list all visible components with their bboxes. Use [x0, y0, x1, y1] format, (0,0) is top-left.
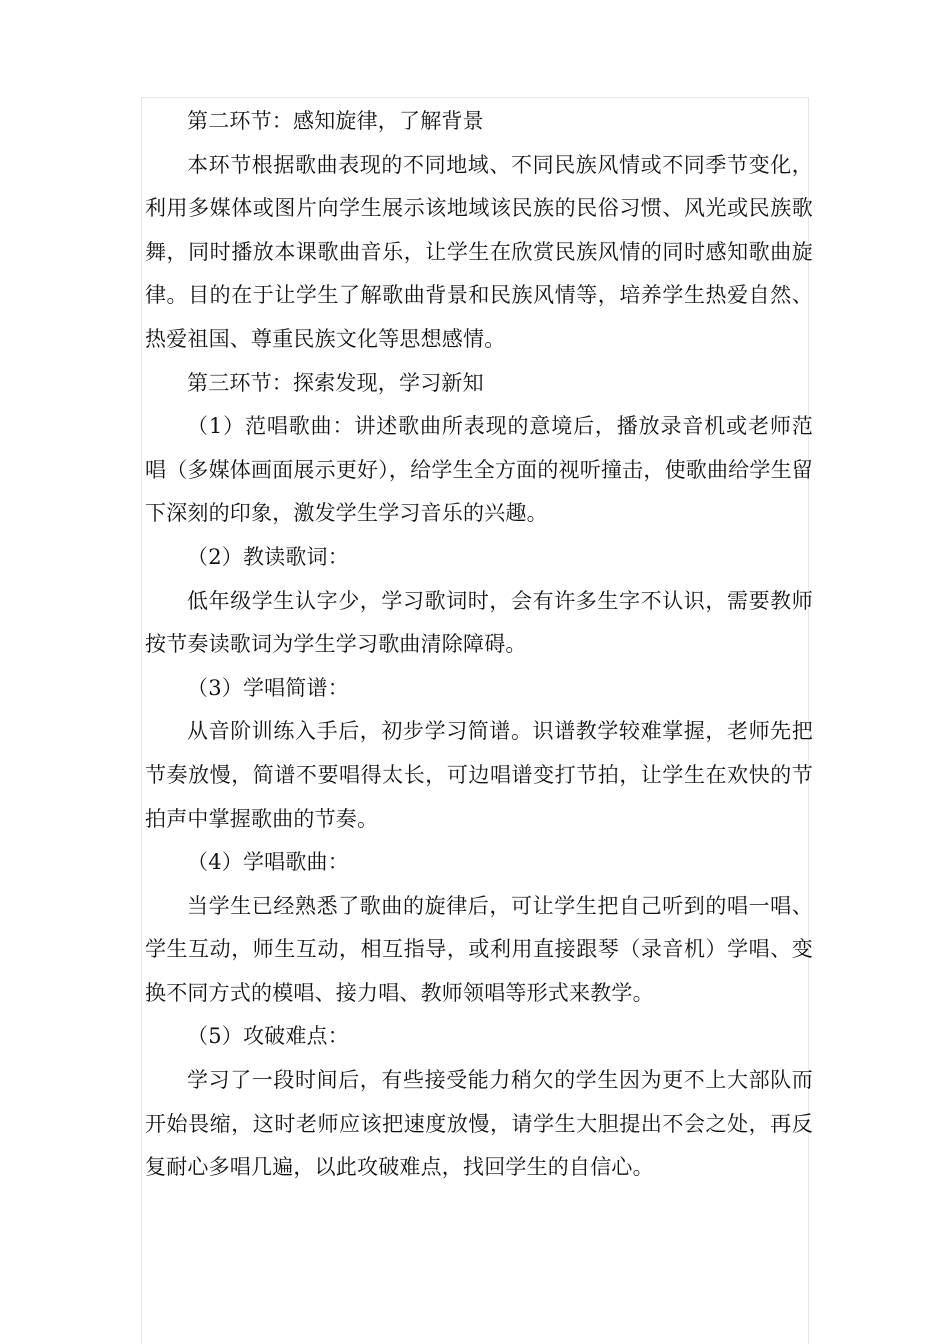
subheading-singing: （4）学唱歌曲： — [187, 850, 349, 875]
document-body — [145, 100, 813, 1190]
paragraph-lyrics: 低年级学生认字少，学习歌词时，会有许多生字不认识，需要教师按节奏读歌词为学生学习歌曲清除障碍。 — [145, 588, 813, 657]
section-heading-2: 第二环节：感知旋律，了解背景 — [187, 109, 484, 133]
section-heading-3: 第三环节：探索发现，学习新知 — [187, 370, 484, 395]
paragraph-background: 本环节根据歌曲表现的不同地域、不同民族风情或不同季节变化，利用多媒体或图片向学生展示该地域该民族的民俗习惯、风光或民族歌舞，同时播放本课歌曲音乐，让学生在欣赏民族风情的同时感知歌曲旋律。目的在于让学生了解歌曲背景和民族风情等，培养学生热爱自然、热爱祖国、尊重民族文化等思想感情。 — [145, 152, 813, 351]
paragraph-difficulties: 学习了一段时间后，有些接受能力稍欠的学生因为更不上大部队而开始畏缩，这时老师应该把速度放慢，请学生大胆提出不会之处，再反复耐心多唱几遍，以此攻破难点，找回学生的自信心。 — [145, 1068, 813, 1180]
paragraph-demo-singing: （1）范唱歌曲：讲述歌曲所表现的意境后，播放录音机或老师范唱（多媒体画面展示更好），给学生全方面的视听撞击，使歌曲给学生留下深刻的印象，激发学生学习音乐的兴趣。 — [145, 414, 813, 526]
subheading-notation: （3）学唱简谱： — [187, 675, 349, 700]
paragraph-notation: 从音阶训练入手后，初步学习简谱。识谱教学较难掌握，老师先把节奏放慢，简谱不要唱得太长，可边唱谱变打节拍，让学生在欢快的节拍声中掌握歌曲的节奏。 — [145, 719, 813, 831]
subheading-lyrics: （2）教读歌词： — [187, 544, 349, 569]
paragraph-singing: 当学生已经熟悉了歌曲的旋律后，可让学生把自己听到的唱一唱、学生互动，师生互动，相互指导，或利用直接跟琴（录音机）学唱、变换不同方式的模唱、接力唱、教师领唱等形式来教学。 — [145, 893, 813, 1005]
subheading-difficulties: （5）攻破难点： — [187, 1024, 349, 1049]
